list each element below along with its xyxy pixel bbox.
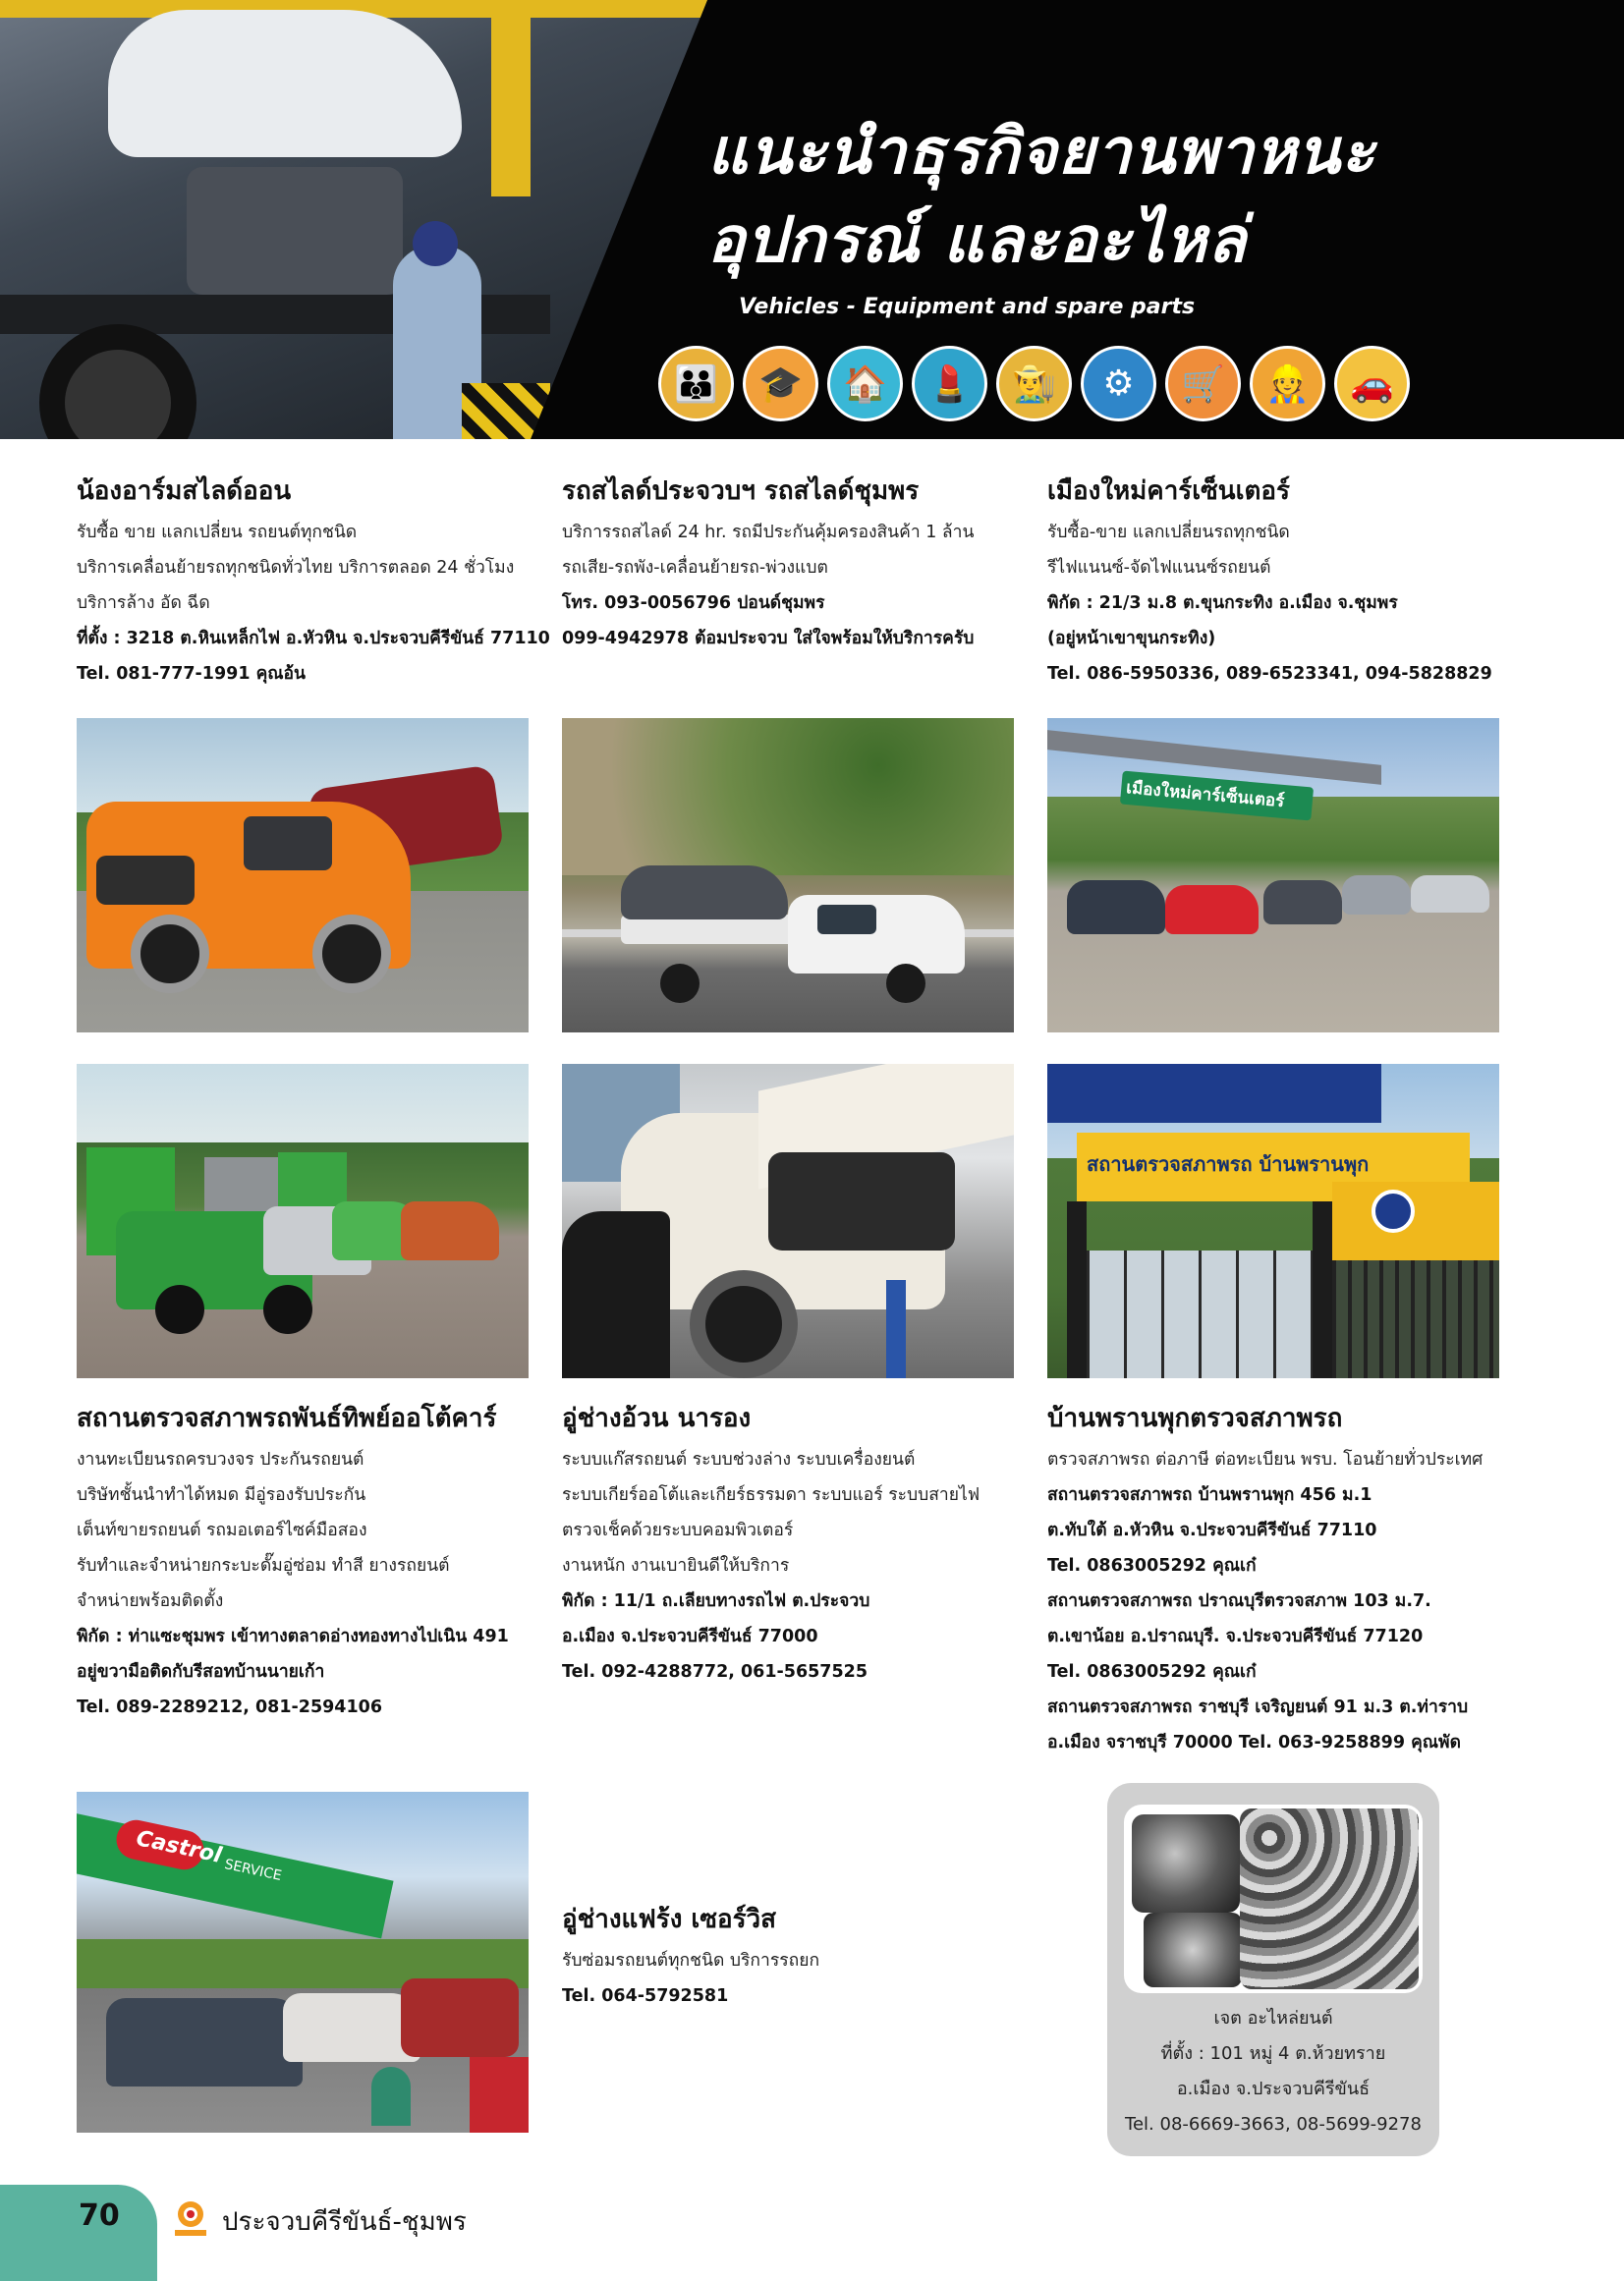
listing-nong-arm-slide: [77, 472, 550, 692]
category-icon-row: [658, 346, 1410, 421]
footer-region: ประจวบคีรีขันธ์-ชุมพร: [222, 2207, 467, 2237]
listing-contact-line: ที่ตั้ง : 3218 ต.หินเหล็กไฟ อ.หัวหิน จ.ประจวบคีรีขันธ์ 77110: [77, 629, 550, 648]
parts-shop-line: Tel. 08-6669-3663, 08-5699-9278: [1125, 2114, 1422, 2135]
listing-contact-line: พิกัด : 21/3 ม.8 ต.ขุนกระทิง อ.เมือง จ.ชุมพร: [1047, 593, 1398, 613]
listing-slide-prachuap-chumphon: [562, 472, 1024, 656]
listing-panthip-auto-car: [77, 1399, 538, 1725]
factory-photo: [0, 0, 707, 439]
listing-service-line: งานหนัก งานเบายินดีให้บริการ: [562, 1556, 790, 1576]
title-line-1: แนะนำธุรกิจยานพาหนะ: [707, 116, 1376, 189]
listing-service-line: บริการเคลื่อนย้ายรถทุกชนิดทั่วไทย บริการตลอด 24 ชั่วโมง: [77, 558, 515, 578]
listing-name: น้องอาร์มสไลด์ออน: [77, 476, 292, 506]
slide-truck-photo: [562, 718, 1014, 1032]
listing-contact-line: Tel. 086-5950336, 089-6523341, 094-5828829: [1047, 664, 1492, 684]
listing-chang-frang-service: [562, 1900, 1024, 2014]
listing-service-line: รับซ่อมรถยนต์ทุกชนิด บริการรถยก: [562, 1951, 820, 1971]
online-shop-icon: 🛒: [1165, 346, 1241, 421]
listing-service-line: เต็นท์ขายรถยนต์ รถมอเตอร์ไซค์มือสอง: [77, 1521, 367, 1540]
title-line-2: อุปกรณ์ และอะไหล่: [707, 204, 1248, 277]
car-center-sign: เมืองใหม่คาร์เซ็นเตอร์: [1125, 778, 1286, 812]
listing-contact-line: โทร. 093-0056796 ปอนด์ชุมพร: [562, 593, 825, 613]
parts-shop-name: เจต อะไหล่ยนต์: [1213, 2008, 1333, 2029]
listing-service-line: รถเสีย-รถพัง-เคลื่อนย้ายรถ-พ่วงแบต: [562, 558, 828, 578]
castrol-garage-photo: [77, 1792, 529, 2133]
listing-contact-line: Tel. 064-5792581: [562, 1986, 729, 2006]
listing-name: สถานตรวจสภาพรถพันธ์ทิพย์ออโต้คาร์: [77, 1404, 497, 1433]
listing-contact-line: Tel. 0863005292 คุณเก๋: [1047, 1662, 1257, 1682]
listing-contact-line: Tel. 081-777-1991 คุณอ้น: [77, 664, 307, 684]
parts-ad-text: [1107, 2001, 1439, 2142]
car-repair-photo: [562, 1064, 1014, 1378]
graduates-icon: 🎓: [743, 346, 818, 421]
listing-name: รถสไลด์ประจวบฯ รถสไลด์ชุมพร: [562, 476, 920, 506]
listing-contact-line: พิกัด : 11/1 ถ.เลียบทางรถไฟ ต.ประจวบ: [562, 1591, 870, 1611]
listing-contact-line: Tel. 092-4288772, 061-5657525: [562, 1662, 868, 1682]
listing-service-line: ระบบเกียร์ออโต้และเกียร์ธรรมดา ระบบแอร์ ระบบสายไฟ: [562, 1485, 980, 1505]
listing-contact-line: Tel. 0863005292 คุณเก๋: [1047, 1556, 1257, 1576]
dump-trucks-photo: [77, 1064, 529, 1378]
listing-contact-line: สถานตรวจสภาพรถ ราชบุรี เจริญยนต์ 91 ม.3 ต.ท่าราบ: [1047, 1697, 1469, 1717]
car-service-icon: 🚗: [1334, 346, 1410, 421]
listing-service-line: จำหน่ายพร้อมติดตั้ง: [77, 1591, 224, 1611]
listing-contact-line: ต.เขาน้อย อ.ปราณบุรี. จ.ประจวบคีรีขันธ์ 77120: [1047, 1627, 1424, 1646]
family-icon: 👪: [658, 346, 734, 421]
listing-service-line: รับซื้อ-ขาย แลกเปลี่ยนรถทุกชนิด: [1047, 523, 1290, 542]
listing-name: อู่ช่างอ้วน นารอง: [562, 1404, 752, 1433]
orange-truck-photo: [77, 718, 529, 1032]
house-icon: 🏠: [827, 346, 903, 421]
inspection-station-sign: สถานตรวจสภาพรถ บ้านพรานพุก: [1087, 1152, 1370, 1176]
listing-contact-line: ต.ทับใต้ อ.หัวหิน จ.ประจวบคีรีขันธ์ 77110: [1047, 1521, 1377, 1540]
listing-service-line: บริการล้าง อัด ฉีด: [77, 593, 210, 613]
parts-shop-line: ที่ตั้ง : 101 หมู่ 4 ต.ห้วยทราย: [1160, 2043, 1386, 2064]
castrol-service-text: SERVICE: [222, 1857, 284, 1884]
cosmetics-icon: 💄: [912, 346, 987, 421]
listing-contact-line: (อยู่หน้าเขาขุนกระทิง): [1047, 629, 1216, 648]
listing-service-line: บริษัทชั้นนำทำได้หมด มีอู่รองรับประกัน: [77, 1485, 366, 1505]
page-title: [707, 108, 1592, 285]
page-number: 70: [79, 2198, 120, 2233]
gear-icon: ⚙: [1081, 346, 1156, 421]
listing-muang-mai-car-center: [1047, 472, 1509, 692]
listing-chang-uan-narong: [562, 1399, 1024, 1690]
parts-shop-line: อ.เมือง จ.ประจวบคีรีขันธ์: [1176, 2079, 1371, 2099]
listing-contact-line: 099-4942978 ต้อมประจวบ ใส่ใจพร้อมให้บริการครับ: [562, 629, 975, 648]
magazine-logo-icon: [173, 2198, 208, 2238]
listing-service-line: งานทะเบียนรถครบวงจร ประกันรถยนต์: [77, 1450, 364, 1470]
inspection-station-photo: [1047, 1064, 1499, 1378]
castrol-logo-text: Castrol: [134, 1826, 224, 1868]
listing-service-line: บริการรถสไลด์ 24 hr. รถมีประกันคุ้มครองสินค้า 1 ล้าน: [562, 523, 975, 542]
listing-service-line: รับซื้อ ขาย แลกเปลี่ยน รถยนต์ทุกชนิด: [77, 523, 358, 542]
mechanic-icon: 👷: [1250, 346, 1325, 421]
listing-service-line: ตรวจสภาพรถ ต่อภาษี ต่อทะเบียน พรบ. โอนย้ายทั่วประเทศ: [1047, 1450, 1484, 1470]
listing-service-line: ระบบแก๊สรถยนต์ ระบบช่วงล่าง ระบบเครื่องยนต์: [562, 1450, 916, 1470]
listing-contact-line: พิกัด : ท่าแซะชุมพร เข้าทางตลาดอ่างทองทางไปเนิน 491: [77, 1627, 509, 1646]
listing-service-line: ตรวจเช็คด้วยระบบคอมพิวเตอร์: [562, 1521, 794, 1540]
parts-ad-box: [1107, 1783, 1439, 2156]
farmer-icon: 👨‍🌾: [996, 346, 1072, 421]
car-center-photo: [1047, 718, 1499, 1032]
header-banner: [0, 0, 1624, 439]
page-subtitle: Vehicles - Equipment and spare parts: [739, 295, 1196, 319]
listing-contact-line: สถานตรวจสภาพรถ ปราณบุรีตรวจสภาพ 103 ม.7.: [1047, 1591, 1431, 1611]
listing-contact-line: อ.เมือง จราชบุรี 70000 Tel. 063-9258899 คุณพัด: [1047, 1733, 1461, 1752]
listing-name: บ้านพรานพุกตรวจสภาพรถ: [1047, 1404, 1343, 1433]
listing-name: เมืองใหม่คาร์เซ็นเตอร์: [1047, 476, 1290, 506]
listing-name: อู่ช่างแฟร้ง เซอร์วิส: [562, 1905, 777, 1934]
listing-service-line: รับทำและจำหน่ายกระบะดั๊มอู่ซ่อม ทำสี ยางรถยนต์: [77, 1556, 450, 1576]
listing-contact-line: อยู่ขวามือติดกับรีสอทบ้านนายเก้า: [77, 1662, 325, 1682]
listing-contact-line: สถานตรวจสภาพรถ บ้านพรานพุก 456 ม.1: [1047, 1485, 1372, 1505]
listing-contact-line: Tel. 089-2289212, 081-2594106: [77, 1697, 383, 1717]
listing-ban-pran-puk: [1047, 1399, 1509, 1760]
listing-contact-line: อ.เมือง จ.ประจวบคีรีขันธ์ 77000: [562, 1627, 818, 1646]
engine-parts-photo: [1124, 1805, 1423, 1993]
listing-service-line: รีไฟแนนซ์-จัดไฟแนนซ์รถยนต์: [1047, 558, 1271, 578]
